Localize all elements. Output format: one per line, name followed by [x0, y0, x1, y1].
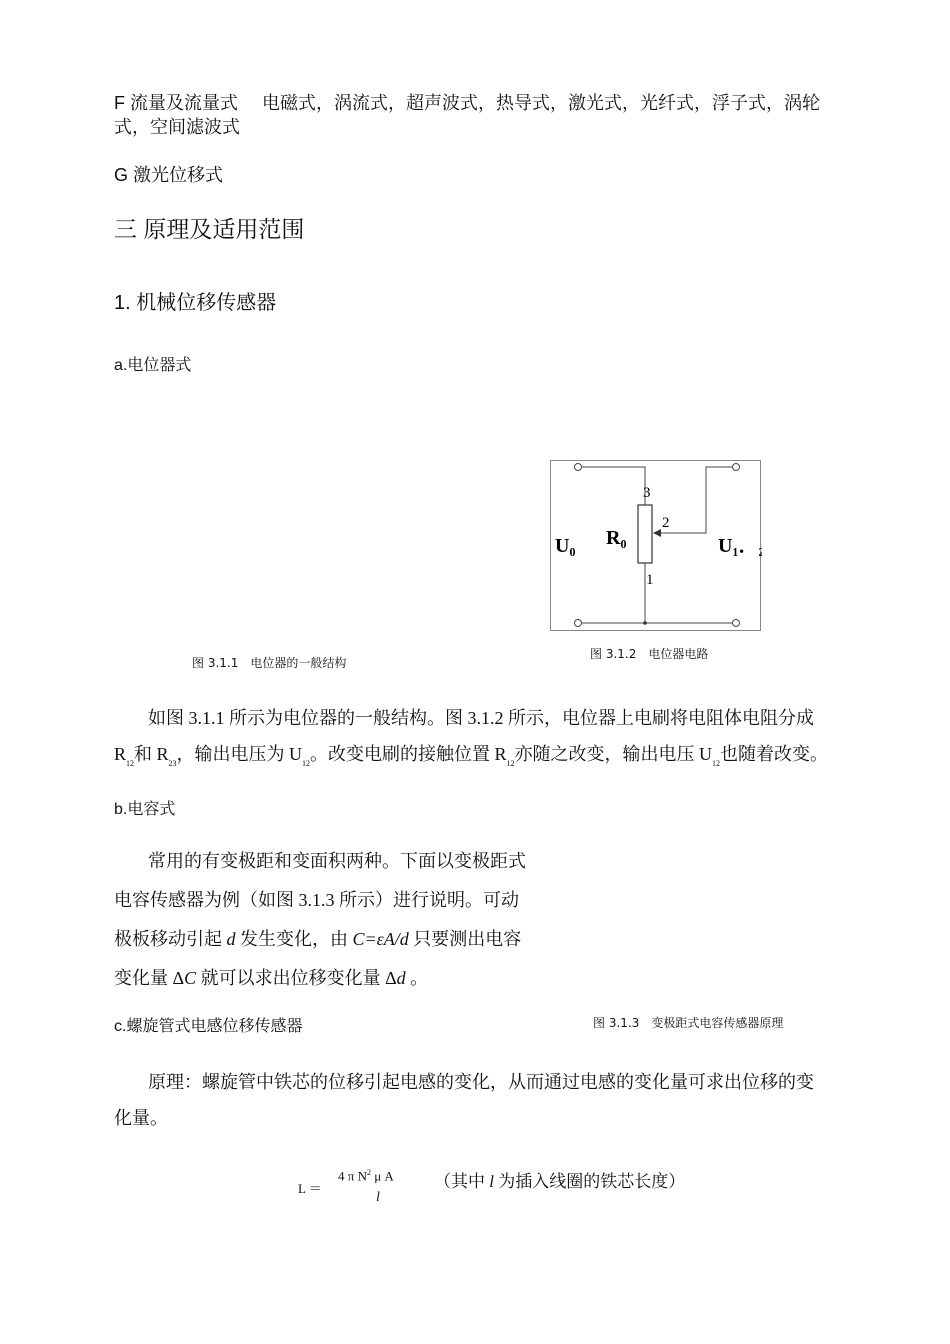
fig-3-1-1-caption: 图 3.1.1 电位器的一般结构 — [192, 656, 347, 670]
sub-c-line1: 原理：螺旋管中铁芯的位移引起电感的变化，从而通过电感的变化量可求出位移的变 — [148, 1072, 814, 1092]
terminal-bottom-left — [575, 620, 582, 627]
text: 变化量 Δ — [114, 968, 185, 988]
label-u0: U₀ — [555, 535, 576, 557]
numerator-part: 4 π N — [338, 1168, 367, 1184]
section-f-items: 电磁式，涡流式，超声波式，热导式，激光式，光纤式，浮子式，涡轮 — [262, 93, 820, 113]
formula-denominator: l — [376, 1190, 380, 1205]
junction-dot — [643, 621, 647, 625]
sub-c-line2: 化量。 — [114, 1108, 168, 1128]
formula-note — [434, 1167, 685, 1192]
wiper-arrow — [653, 529, 661, 537]
text: 就可以求出位移变化量 Δ — [196, 968, 397, 988]
sub-b-line4 — [114, 959, 526, 998]
sub-a-paragraph-line1: 如图 3.1.1 所示为电位器的一般结构。图 3.1.2 所示，电位器上电刷将电阻体电阻分成 — [148, 708, 814, 728]
numerator-part: μ A — [370, 1168, 394, 1184]
node-1: 1 — [646, 572, 654, 588]
text: 。 — [405, 968, 429, 988]
terminal-top-right — [733, 464, 740, 471]
label-u12: U₁．₂ — [718, 535, 762, 557]
node-3: 3 — [643, 485, 651, 501]
text-changes-accordingly: 亦随之改变，输出电压 U — [514, 744, 713, 764]
potentiometer-circuit-svg — [550, 460, 762, 632]
var-d: d — [396, 968, 406, 988]
sub-b-line3 — [114, 920, 526, 959]
capacitance-formula: C=εA/d — [352, 929, 409, 949]
section-f-label: F 流量及流量式 — [114, 93, 238, 113]
wire-top-left — [582, 467, 645, 505]
text-and-r: 和 R — [134, 744, 169, 764]
var-l: l — [489, 1172, 494, 1191]
note-text: 为插入线圈的铁芯长度） — [493, 1172, 686, 1191]
fig-3-1-3-caption: 图 3.1.3 变极距式电容传感器原理 — [593, 1016, 784, 1030]
sub-b-paragraph — [114, 842, 526, 998]
terminal-top-left — [575, 464, 582, 471]
text: 只要测出电容 — [408, 929, 522, 949]
label-r0: R₀ — [606, 527, 627, 549]
text: 发生变化，由 — [235, 929, 353, 949]
resistor-r0 — [638, 505, 652, 563]
subscript-12: 12 — [712, 759, 721, 768]
sub-a-title: a.电位器式 — [114, 357, 192, 374]
subscript-12: 12 — [126, 759, 135, 768]
fig-3-1-2-caption: 图 3.1.2 电位器电路 — [590, 647, 709, 661]
r-symbol: R — [114, 744, 127, 764]
sub-b-title: b.电容式 — [114, 801, 176, 818]
var-c: C — [184, 968, 197, 988]
text-also-changes: 也随着改变。 — [720, 744, 829, 764]
section-g-label: G 激光位移式 — [114, 165, 224, 185]
formula-numerator — [338, 1168, 394, 1184]
text-output-voltage: ，输出电压为 U — [176, 744, 303, 764]
terminal-bottom-right — [733, 620, 740, 627]
heading-mechanical: 1. 机械位移传感器 — [114, 292, 277, 314]
formula-l-label: L ＝ — [298, 1181, 322, 1196]
sub-b-line1: 常用的有变极距和变面积两种。下面以变极距式 — [148, 851, 526, 871]
node-2: 2 — [662, 515, 670, 531]
potentiometer-circuit-figure — [550, 460, 762, 632]
subscript-12: 12 — [302, 759, 311, 768]
sub-a-paragraph-line2 — [114, 737, 828, 781]
subscript-23: 23 — [168, 759, 177, 768]
section-f-line2: 式，空间滤波式 — [114, 117, 240, 137]
note-text: （其中 — [434, 1172, 490, 1191]
sub-b-line2: 电容传感器为例（如图 3.1.3 所示）进行说明。可动 — [114, 890, 519, 910]
exponent-2: 2 — [366, 1168, 371, 1177]
subscript-12: 12 — [506, 759, 515, 768]
heading-principles: 三 原理及适用范围 — [114, 216, 305, 242]
text: 极板移动引起 — [114, 929, 227, 949]
text-change-position: 。改变电刷的接触位置 R — [310, 744, 507, 764]
var-d: d — [226, 929, 236, 949]
sub-c-title: c.螺旋管式电感位移传感器 — [114, 1018, 303, 1035]
